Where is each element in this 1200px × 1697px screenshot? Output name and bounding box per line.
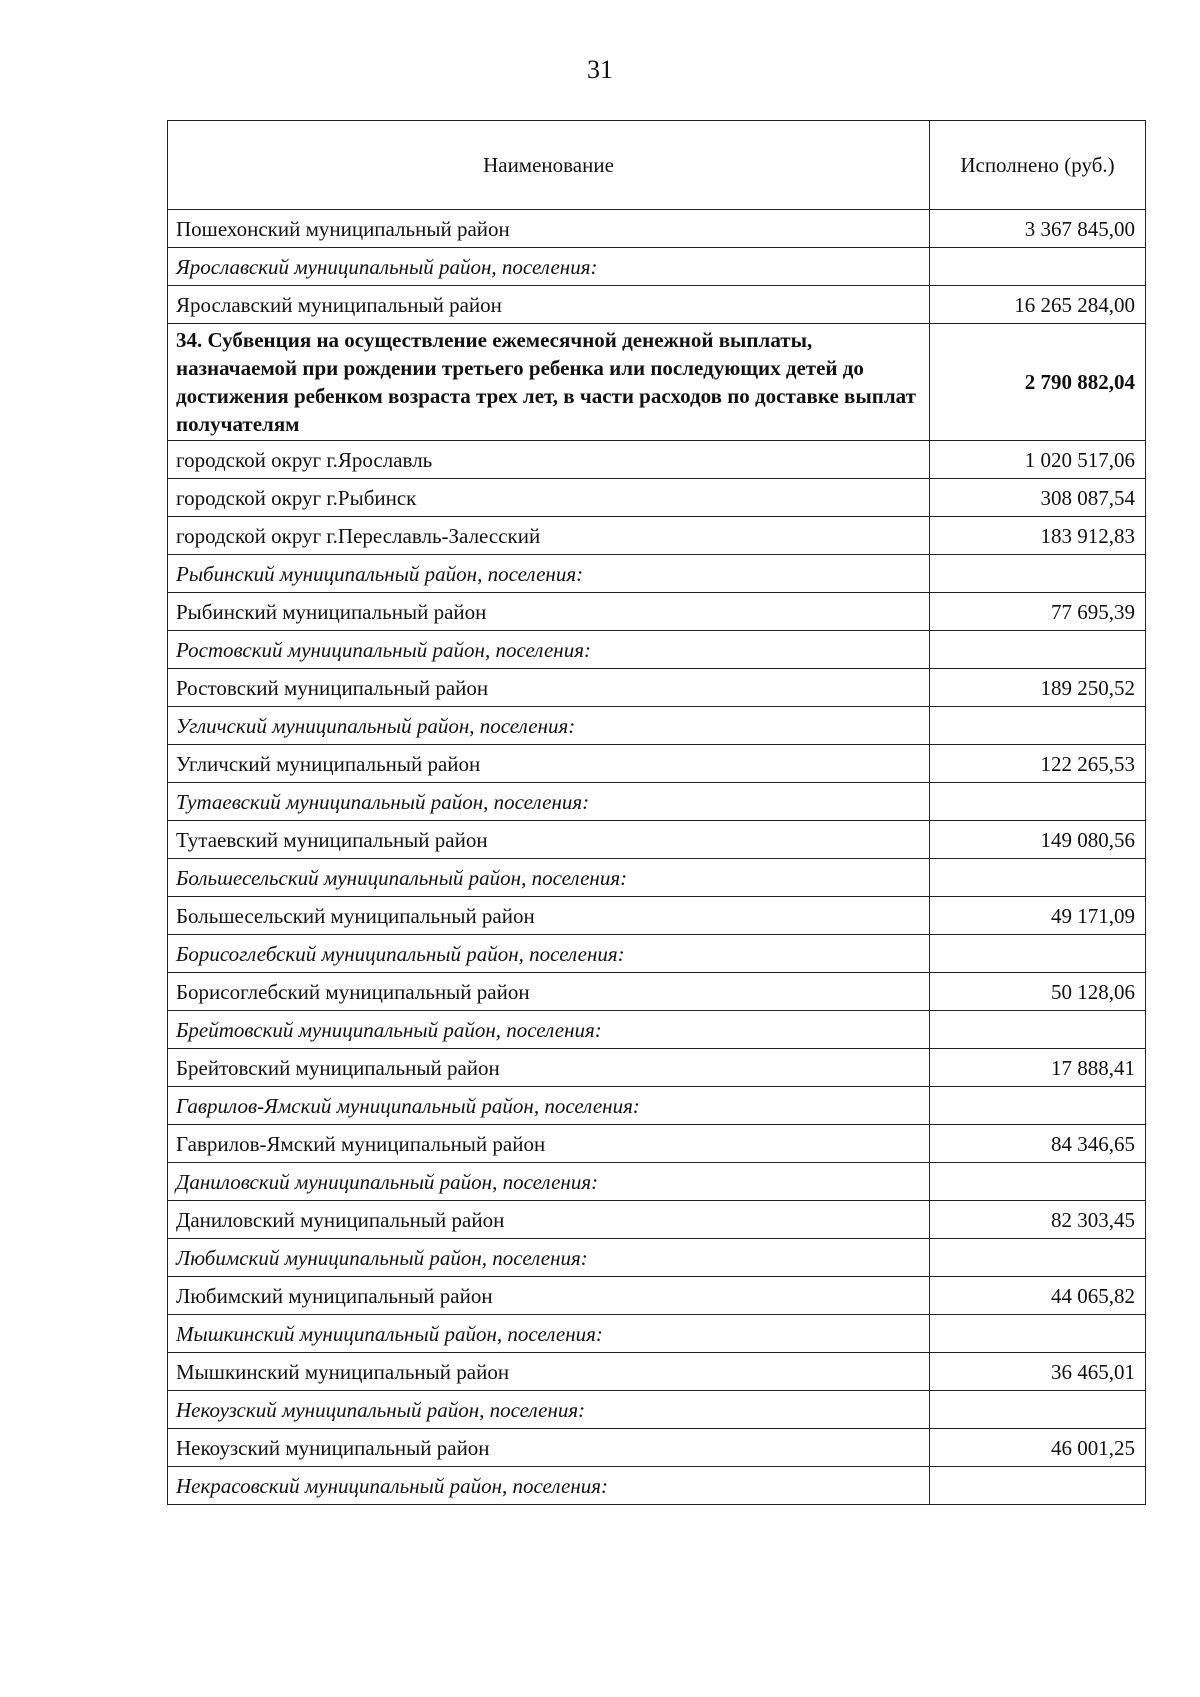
row-amount: 189 250,52 [930,669,1146,707]
row-name: Борисоглебский муниципальный район [168,973,930,1011]
row-name: Любимский муниципальный район [168,1277,930,1315]
row-name: Угличский муниципальный район [168,745,930,783]
table-subheading-row [168,1011,1146,1049]
row-name: Рыбинский муниципальный район, поселения: [168,555,930,593]
row-name: Ростовский муниципальный район, поселения: [168,631,930,669]
row-amount: 49 171,09 [930,897,1146,935]
row-amount: 82 303,45 [930,1201,1146,1239]
table-row [168,210,1146,248]
row-amount [930,1467,1146,1505]
table-subheading-row [168,859,1146,897]
table-section-row [168,324,1146,441]
row-amount: 50 128,06 [930,973,1146,1011]
row-amount: 1 020 517,06 [930,441,1146,479]
table-row [168,593,1146,631]
table-row [168,897,1146,935]
table-subheading-row [168,1239,1146,1277]
row-amount [930,783,1146,821]
row-amount: 149 080,56 [930,821,1146,859]
table-row [168,441,1146,479]
row-name: Большесельский муниципальный район [168,897,930,935]
row-name: Даниловский муниципальный район [168,1201,930,1239]
row-name: городской округ г.Рыбинск [168,479,930,517]
table-row [168,669,1146,707]
table-row [168,1353,1146,1391]
table-subheading-row [168,631,1146,669]
row-amount: 2 790 882,04 [930,324,1146,441]
row-name: Большесельский муниципальный район, поселения: [168,859,930,897]
row-name: Мышкинский муниципальный район, поселения: [168,1315,930,1353]
row-name: Некоузский муниципальный район, поселения: [168,1391,930,1429]
row-amount [930,935,1146,973]
row-name: Некрасовский муниципальный район, поселения: [168,1467,930,1505]
table-subheading-row [168,1467,1146,1505]
row-name: 34. Субвенция на осуществление ежемесячной денежной выплаты, назначаемой при рождении третьего ребенка или последующих детей до достижения ребенком возраста трех лет, в части расходов по доставке выплат получателям [168,324,930,441]
row-name: Ростовский муниципальный район [168,669,930,707]
row-name: Гаврилов-Ямский муниципальный район, поселения: [168,1087,930,1125]
row-name: Угличский муниципальный район, поселения: [168,707,930,745]
budget-table [167,120,1146,1505]
row-amount [930,1163,1146,1201]
row-amount [930,1315,1146,1353]
row-amount: 17 888,41 [930,1049,1146,1087]
row-amount [930,631,1146,669]
row-name: Мышкинский муниципальный район [168,1353,930,1391]
row-name: Рыбинский муниципальный район [168,593,930,631]
row-name: Брейтовский муниципальный район [168,1049,930,1087]
column-header-amount: Исполнено (руб.) [930,121,1146,210]
row-name: Ярославский муниципальный район, поселения: [168,248,930,286]
page-number: 31 [587,55,613,84]
table-row [168,745,1146,783]
row-amount [930,859,1146,897]
row-amount [930,1087,1146,1125]
table-header-row [168,121,1146,210]
row-name: Тутаевский муниципальный район, поселения: [168,783,930,821]
column-header-name: Наименование [168,121,930,210]
row-amount: 77 695,39 [930,593,1146,631]
row-name: городской округ г.Ярославль [168,441,930,479]
row-name: Брейтовский муниципальный район, поселения: [168,1011,930,1049]
row-name: Тутаевский муниципальный район [168,821,930,859]
row-amount [930,707,1146,745]
row-name: Борисоглебский муниципальный район, поселения: [168,935,930,973]
row-amount [930,248,1146,286]
row-amount: 84 346,65 [930,1125,1146,1163]
table-body [168,210,1146,1505]
row-amount [930,1239,1146,1277]
row-amount: 46 001,25 [930,1429,1146,1467]
row-name: Гаврилов-Ямский муниципальный район [168,1125,930,1163]
row-amount: 3 367 845,00 [930,210,1146,248]
table-row [168,1277,1146,1315]
table-row [168,1429,1146,1467]
table-subheading-row [168,1315,1146,1353]
table-row [168,1049,1146,1087]
table-row [168,821,1146,859]
table-row [168,1125,1146,1163]
row-amount [930,1391,1146,1429]
row-amount: 122 265,53 [930,745,1146,783]
table-row [168,479,1146,517]
row-name: Некоузский муниципальный район [168,1429,930,1467]
table-row [168,517,1146,555]
table-row [168,286,1146,324]
row-name: городской округ г.Переславль-Залесский [168,517,930,555]
row-name: Пошехонский муниципальный район [168,210,930,248]
row-name: Даниловский муниципальный район, поселения: [168,1163,930,1201]
table-subheading-row [168,1087,1146,1125]
row-name: Ярославский муниципальный район [168,286,930,324]
row-name: Любимский муниципальный район, поселения: [168,1239,930,1277]
table-row [168,973,1146,1011]
row-amount: 44 065,82 [930,1277,1146,1315]
table-subheading-row [168,555,1146,593]
table-subheading-row [168,1391,1146,1429]
row-amount: 183 912,83 [930,517,1146,555]
table-subheading-row [168,935,1146,973]
row-amount: 16 265 284,00 [930,286,1146,324]
row-amount [930,555,1146,593]
table-subheading-row [168,248,1146,286]
table-subheading-row [168,783,1146,821]
table-subheading-row [168,1163,1146,1201]
row-amount: 36 465,01 [930,1353,1146,1391]
table-row [168,1201,1146,1239]
table-subheading-row [168,707,1146,745]
row-amount: 308 087,54 [930,479,1146,517]
row-amount [930,1011,1146,1049]
